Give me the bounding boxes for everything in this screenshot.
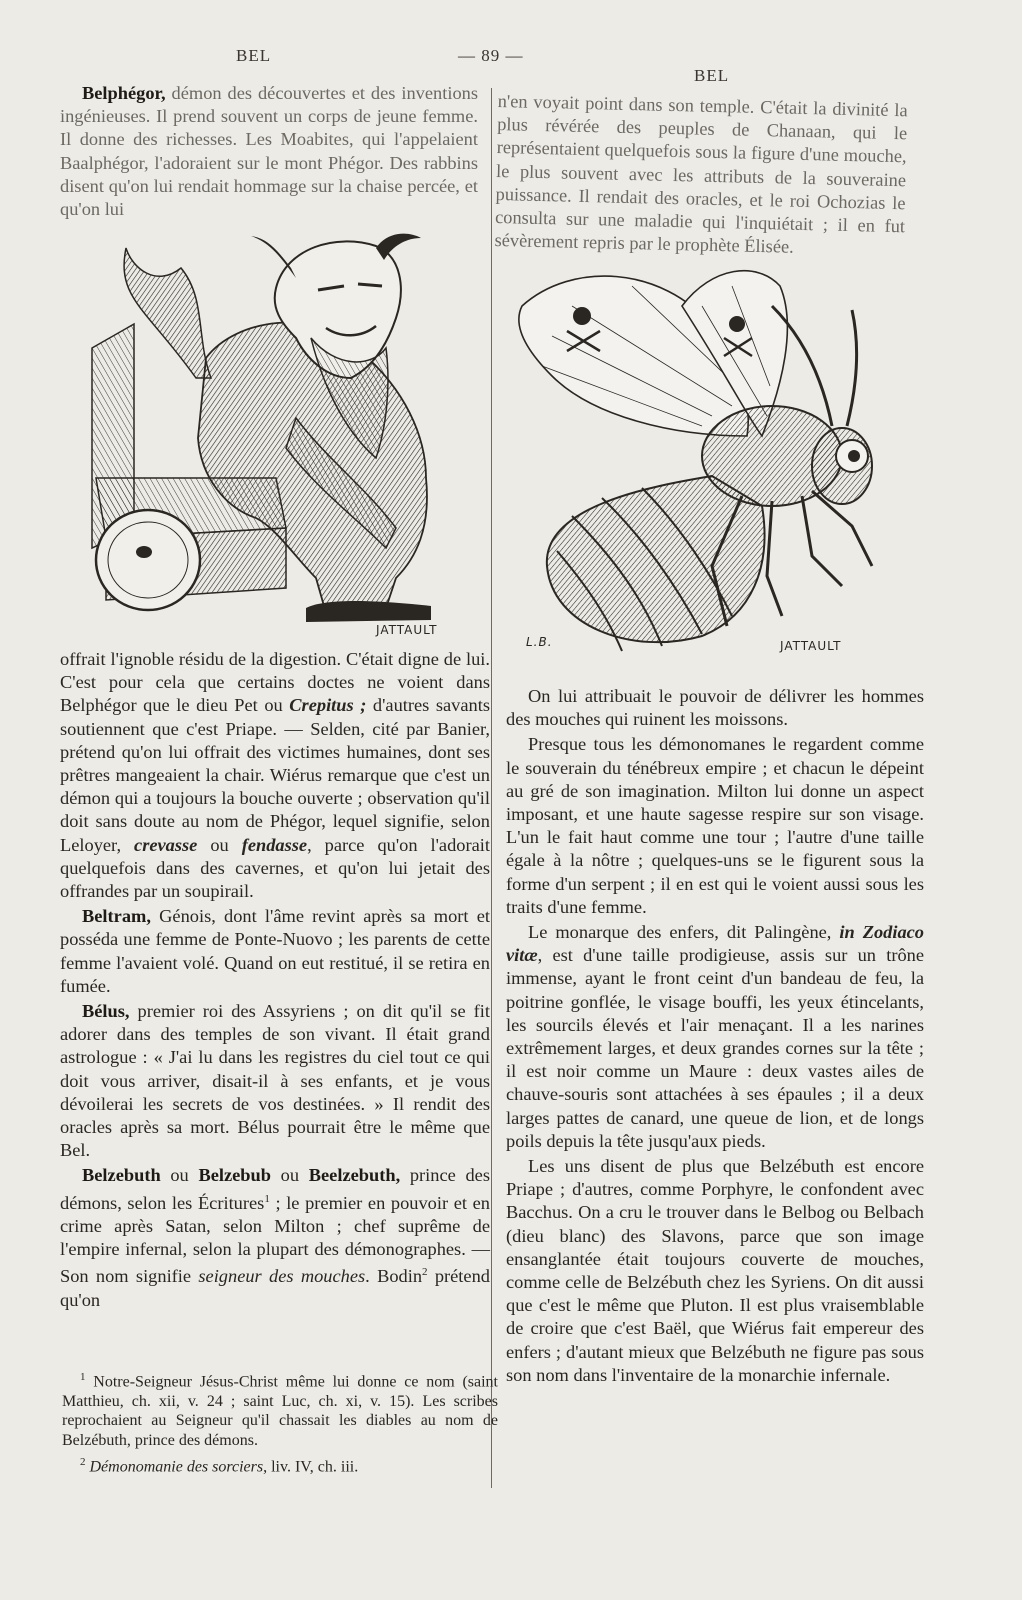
footnote-ref-2[interactable]: 2: [422, 1266, 428, 1279]
column-divider: [491, 88, 492, 1488]
entry-beltram: [60, 905, 490, 998]
right-column-bottom: [506, 685, 924, 1387]
footnote-text: , liv. IV, ch. iii.: [263, 1458, 359, 1476]
entry-text: Génois, dont l'âme revint après sa mort et posséda une femme de Ponte-Nuovo ; les parents de cette femme l'avaient volé. Quand on eut restitué, il se retira en fumée.: [60, 906, 490, 996]
entry-text: prince des démons, selon les Écritures: [60, 1165, 490, 1213]
entry-text: prétend qu'on: [60, 1266, 490, 1310]
footnote-1: [62, 1368, 498, 1450]
entry-text: démon des découvertes et des inventions ingénieuses. Il prend souvent un corps de jeune femme. Il donne des richesses. Les Moabites, qui l'appelaient Baalphégor, l'adoraient sur le mont Phégor. Des rabbins disent qu'on lui rendait hommage sur la chaise percée, et qu'on lui: [60, 83, 478, 220]
headword-beelzebuth: Beelzebuth,: [308, 1165, 401, 1186]
entry-bel-continued: n'en voyait point dans son temple. C'était la divinité la plus révérée des peuples de Chanaan, qui le représentaient quelquefois sous la figure d'une mouche, le plus souvent avec les attributs de la souveraine puissance. Il rendait des oracles, et le roi Ochozias le consulta sur une maladie qui l'inquiétait ; il en fut sévèrement repris par le prophète Élisée.: [494, 90, 908, 257]
footnote-mark: 1: [80, 1371, 86, 1383]
fly-monogram: L.B.: [526, 635, 553, 649]
fly-illustration-icon: [512, 266, 912, 674]
entry-text: ; le premier en pouvoir et en crime après Satan, selon Milton ; chef suprême de l'empire infernal, selon la plupart des démonographes. — Son nom signifie: [60, 1192, 490, 1287]
entry-text: d'autres savants soutiennent que c'est Priape. — Selden, cité par Banier, prétend qu'on lui offrait des victimes humaines, dont ses prêtres mangeaient la chair. Wiérus remarque que c'est un démon qui a toujours la bouche ouverte ; observation qu'il doit sans doute au nom de Phégor, lequel signifie, selon Leloyer,: [60, 695, 490, 855]
entry-belzebuth: [60, 1164, 490, 1311]
entry-text: offrait l'ignoble résidu de la digestion. C'était digne de lui. C'est pour cela que certains doctes ne voient dans Belphégor que le dieu Pet ou: [60, 649, 490, 716]
entry-text: . Bodin: [365, 1266, 423, 1287]
belphegor-illustration-icon: [86, 228, 456, 640]
headword-belzebuth: Belzebuth: [82, 1165, 161, 1186]
left-column-bottom: [60, 648, 490, 1312]
entry-belus: [60, 1000, 490, 1162]
entry-text: ou: [271, 1165, 309, 1186]
paragraph-text: , est d'une taille prodigieuse, assis sur un trône immense, ayant le front ceint d'un bandeau de feu, la poitrine gonflée, le visage bouffi, les yeux étincelants, les sourcils élevés et l'air menaçant. Il a les narines extrêmement larges, et deux grandes cornes sur la tête ; il est noir comme un Maure : deux vastes ailes de chauve-souris sont attachées à ses épaules ; il a deux larges pattes de canard, une queue de lion, et de longs poils depuis la tête jusqu'aux pieds.: [506, 945, 924, 1151]
footnote-2: [62, 1453, 498, 1477]
footnotes: [62, 1368, 498, 1480]
headword-belphegor: Belphégor,: [82, 83, 166, 103]
term-fendasse: fendasse: [241, 834, 308, 855]
headword-belus: Bélus,: [82, 1001, 130, 1022]
right-column-top: [494, 90, 908, 262]
entry-text: premier roi des Assyriens ; on dit qu'il se fit adorer dans des temples de son vivant. Il était grand astrologue : « J'ai lu dans les registres du ciel tout ce qui doit vous arriver, disait-il à ses enfants, et je vous dévoilerai les secrets de vos destinées. » Il rendit des oracles après sa mort. Bélus pourrait être le même que Bel.: [60, 1001, 490, 1161]
term-seigneur-des-mouches: seigneur des mouches: [198, 1266, 366, 1287]
paragraph-palingene: [506, 921, 924, 1153]
left-column-top: [60, 82, 478, 221]
headword-belzebub: Belzebub: [198, 1165, 271, 1186]
belphegor-engraving: [86, 228, 456, 640]
entry-text: ou: [197, 834, 242, 855]
term-crevasse: crevasse: [134, 834, 198, 855]
term-zodiaco-vitae: in Zodiaco vitæ: [506, 922, 924, 966]
running-head-left: BEL: [236, 46, 272, 65]
footnote-ref-1[interactable]: 1: [264, 1192, 270, 1205]
footnote-title: Démonomanie des sorciers: [85, 1458, 264, 1476]
headword-beltram: Beltram,: [82, 906, 151, 927]
entry-text: ou: [160, 1165, 199, 1186]
paragraph-demonomanes: Presque tous les démonomanes le regardent comme le souverain du ténébreux empire ; et chacun le dépeint au gré de son imagination. Milton lui donne un aspect imposant, et une haute sagesse respire sur son visage. L'un le fait haut comme une tour ; l'autre d'une taille égale à la nôtre ; quelques-uns se le figurent sous la forme d'un serpent ; il en est qui le voient aussi sous les traits d'une femme.: [506, 734, 924, 917]
belphegor-signature: JATTAULT: [376, 623, 438, 637]
page-number: — 89 —: [458, 46, 524, 65]
footnote-mark: 2: [80, 1455, 86, 1468]
belzebuth-fly-engraving: [512, 266, 912, 674]
running-head-right: BEL: [694, 66, 730, 85]
paragraph-priape: Les uns disent de plus que Belzébuth est encore Priape ; d'autres, comme Porphyre, le confondent avec Bacchus. On a cru le trouver dans le Belbog ou Belbach (dieu blanc) des Slavons, parce que son image ensanglantée était toujours couverte de mouches, comme celle de Belzébuth chez les Syriens. On dit aussi que c'est le même que Pluton. Il est plus vraisemblable de croire que c'est Baël, que Wiérus fait empereur des enfers ; d'autant mieux que Belzébuth ne figure pas sous son nom dans l'inventaire de la monarchie infernale.: [506, 1156, 924, 1385]
footnote-text: Notre-Seigneur Jésus-Christ même lui donne ce nom (saint Matthieu, ch. xii, v. 24 ; saint Luc, ch. xi, v. 15). Les scribes reprochaient au Seigneur qu'il chassait les diables au nom de Belzébuth, prince des démons.: [62, 1373, 498, 1449]
paragraph-text: Le monarque des enfers, dit Palingène,: [528, 922, 840, 943]
entry-belphegor: [60, 82, 478, 221]
paragraph-mouches: On lui attribuait le pouvoir de délivrer les hommes des mouches qui ruinent les moissons.: [506, 686, 924, 730]
entry-belphegor-continued: [60, 648, 490, 903]
term-crepitus: Crepitus ;: [289, 695, 367, 716]
entry-text: , parce qu'on l'adorait quelquefois dans des cavernes, et qu'on lui jetait des offrandes par un soupirail.: [60, 834, 490, 902]
fly-signature: JATTAULT: [780, 639, 842, 653]
